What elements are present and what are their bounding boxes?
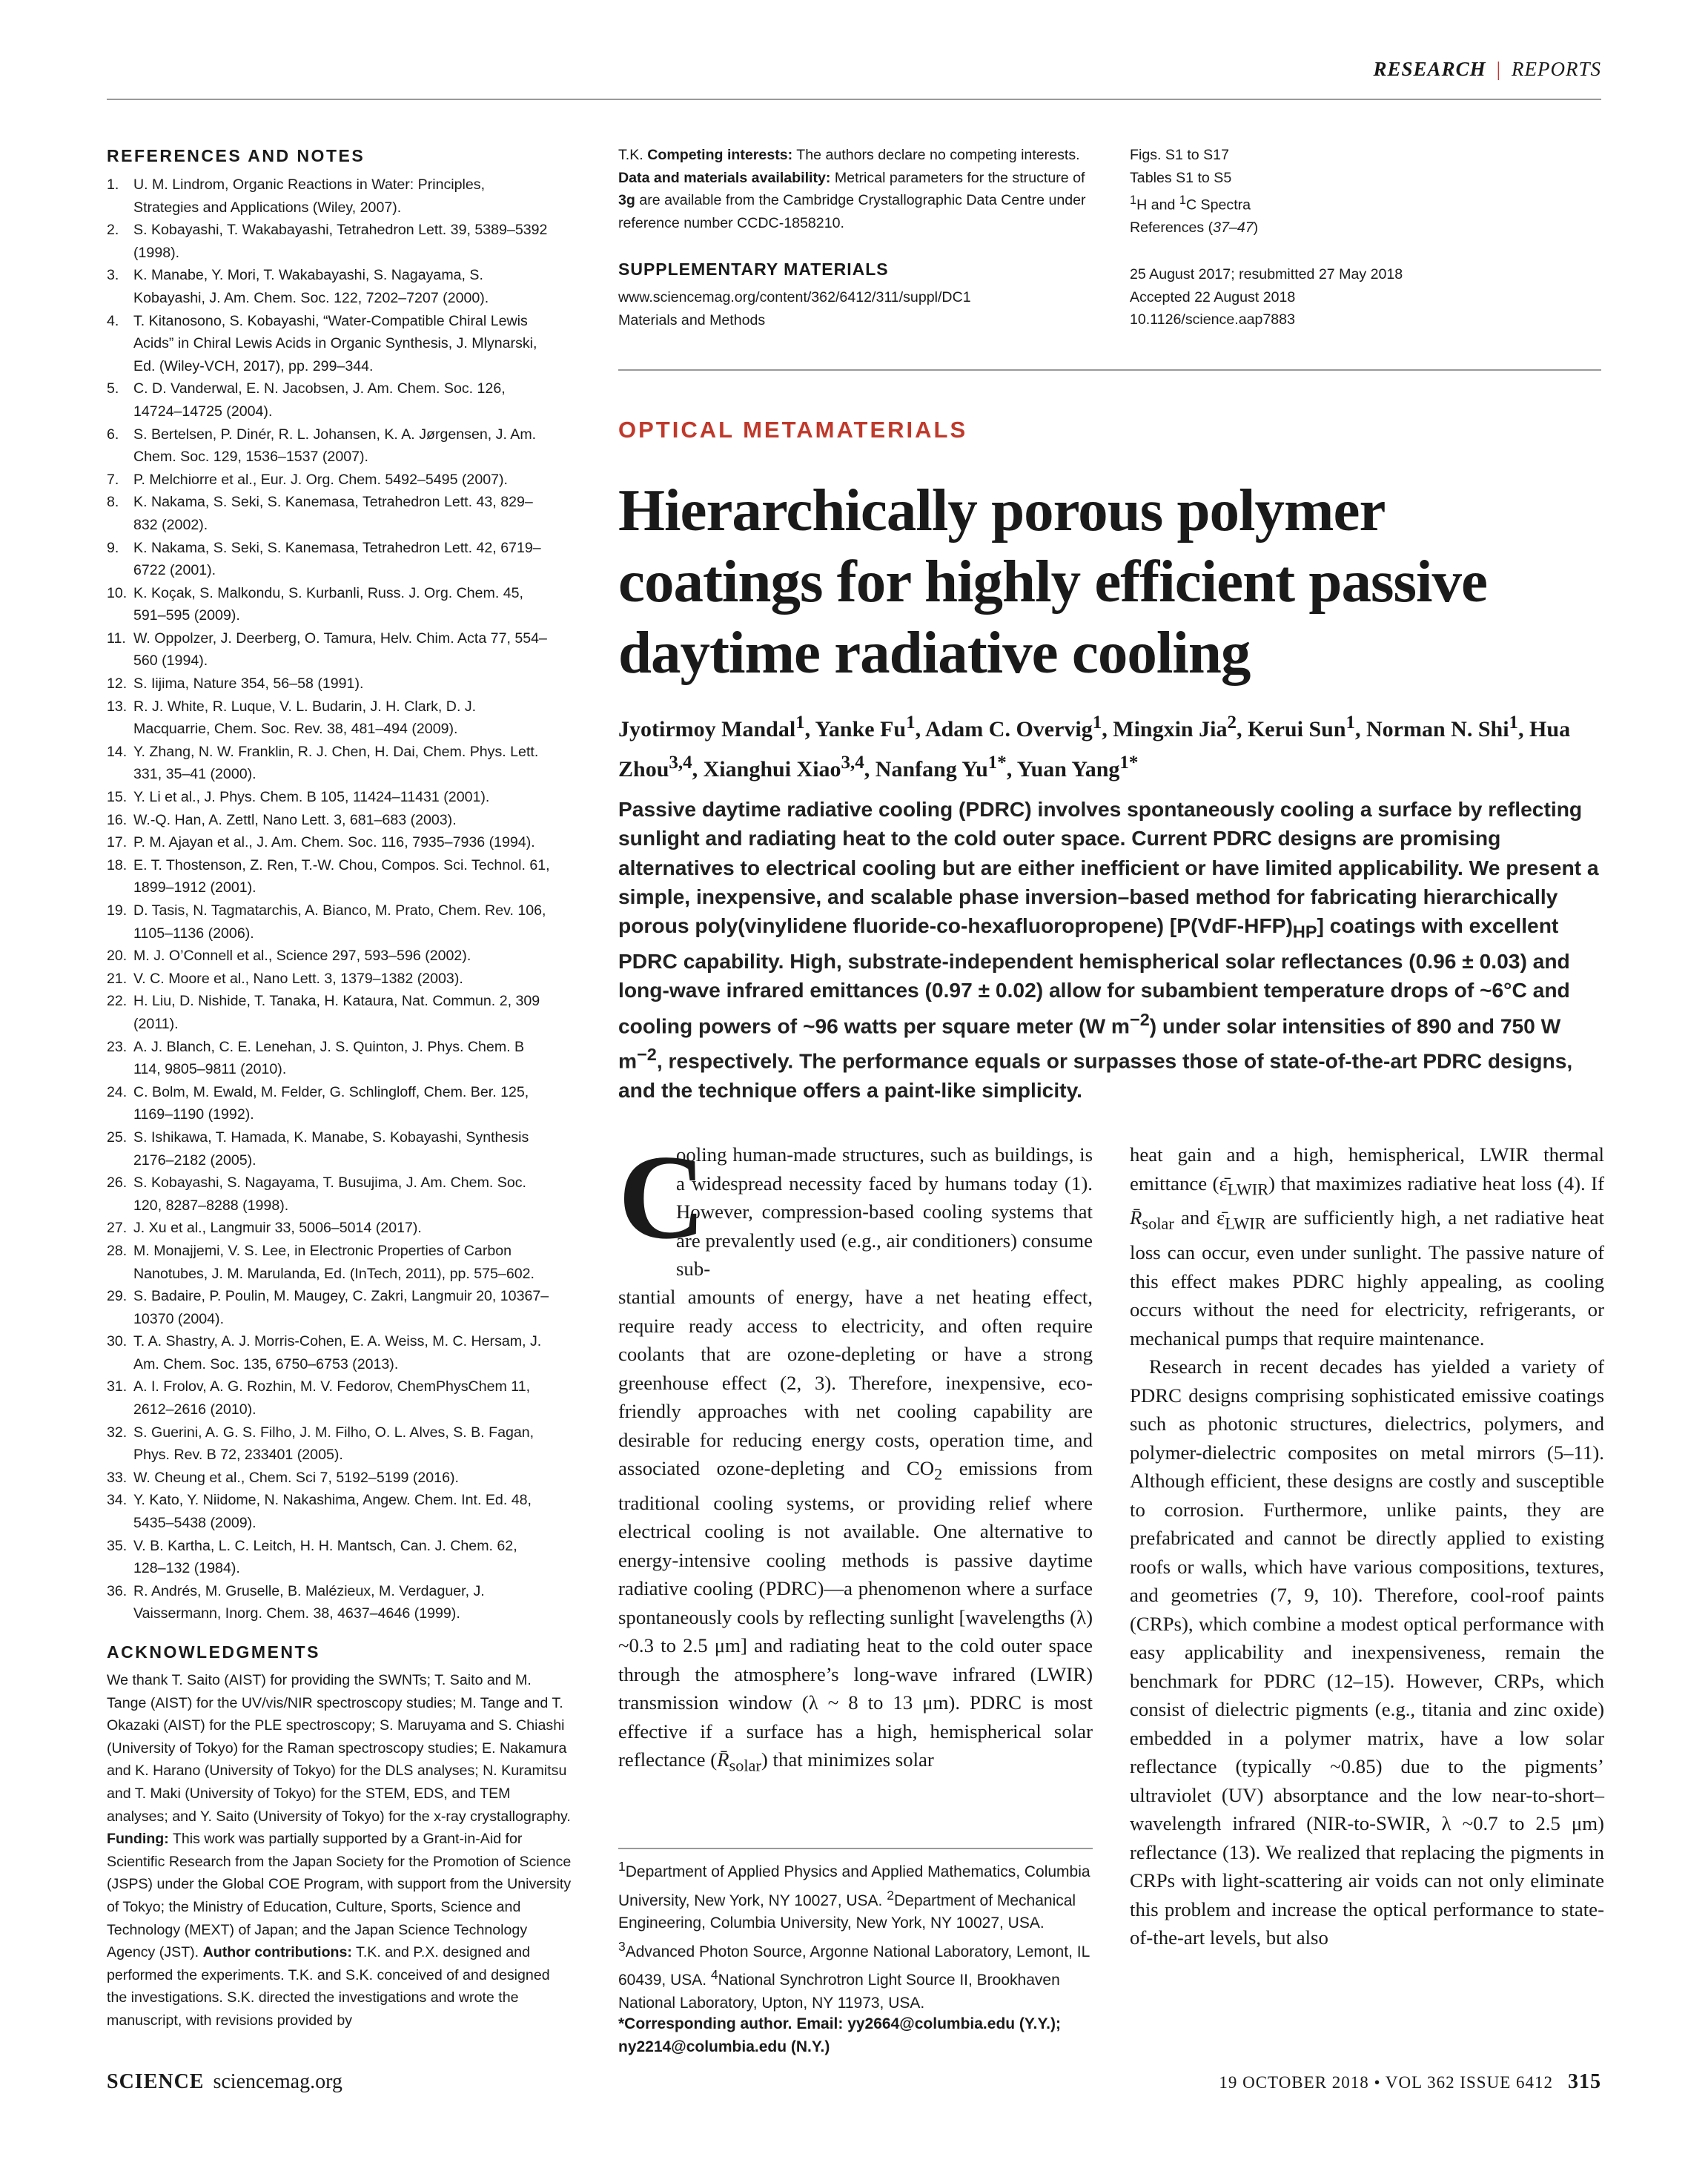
author-separator: , — [1236, 717, 1248, 741]
author-list — [618, 706, 1582, 786]
affil-sup-3: 3 — [618, 1938, 626, 1954]
reference-text: P. M. Ajayan et al., J. Am. Chem. Soc. 116, 7935–7936 (1994). — [133, 834, 535, 851]
author-separator: , — [1006, 757, 1017, 782]
reference-item — [107, 809, 552, 832]
reference-number: 15. — [107, 789, 128, 806]
author-name: Hua Zhou — [618, 717, 1571, 782]
reference-text: S. Ishikawa, T. Hamada, K. Manabe, S. Kobayashi, Synthesis 2176–2182 (2005). — [133, 1129, 529, 1169]
reference-item — [107, 423, 552, 469]
ack-continuation — [618, 144, 1093, 234]
reference-item — [107, 582, 552, 627]
reference-number: 5. — [107, 380, 119, 397]
reference-item — [107, 1375, 552, 1421]
col2-text-a: heat gain and a high, hemispherical, LWIR thermal emittance ( — [1130, 1143, 1604, 1195]
refs-open: References ( — [1130, 219, 1214, 237]
reference-number: 35. — [107, 1537, 128, 1554]
abstract-text-2: ] coatings with excellent PDRC capability. High, substrate-independent hemispherical solar reflectances (0.96 ± 0.03) and long-wave infrared emittances (0.97 ± 0.02) allow for subambient temperature drops of ~6°C and cooling powers of ~96 watts per square meter (W m — [618, 913, 1570, 1038]
reference-text: W.-Q. Han, A. Zettl, Nano Lett. 3, 681–683 (2003). — [133, 811, 457, 828]
article-title: Hierarchically porous polymer coatings for highly efficient passive daytime radiative cooling — [618, 477, 1487, 686]
rsolar-symbol-2: R̄ — [1130, 1206, 1142, 1229]
eps-symbol-2: ε̄ — [1216, 1206, 1225, 1229]
reference-number: 33. — [107, 1469, 128, 1486]
reference-item — [107, 1421, 552, 1467]
reference-item — [107, 673, 552, 696]
reference-number: 14. — [107, 743, 128, 760]
reference-number: 3. — [107, 267, 119, 284]
reference-item — [107, 741, 552, 786]
reference-text: U. M. Lindrom, Organic Reactions in Water: Principles, Strategies and Applications (Wiley, 2007). — [133, 176, 486, 216]
affil-4: National Synchrotron Light Source II, Brookhaven National Laboratory, Upton, NY 11973, USA. — [618, 1972, 1060, 2012]
supp-tables: Tables S1 to S5 — [1130, 169, 1232, 186]
body-col1-part-c: ) that minimizes solar — [761, 1748, 934, 1771]
author-name: Jyotirmoy Mandal — [618, 717, 796, 741]
affil-1: Department of Applied Physics and Applied Mathematics, Columbia University, New York, NY 10027, USA. — [618, 1863, 1090, 1909]
h-superscript: 1 — [1130, 194, 1137, 208]
reference-item — [107, 831, 552, 854]
reference-text: S. Guerini, A. G. S. Filho, J. M. Filho, O. L. Alves, S. B. Fagan, Phys. Rev. B 72, 233401 (2005). — [133, 1424, 534, 1464]
header-separator: | — [1496, 58, 1501, 80]
reference-text: A. J. Blanch, C. E. Lenehan, J. S. Quinton, J. Phys. Chem. B 114, 9805–9811 (2010). — [133, 1038, 525, 1078]
reference-item — [107, 968, 552, 991]
reference-number: 21. — [107, 970, 128, 987]
article-dates — [1130, 263, 1545, 331]
reference-number: 13. — [107, 698, 128, 715]
reference-item — [107, 1240, 552, 1285]
competing-label: Competing interests: — [647, 147, 793, 163]
abstract-exponent-2: −2 — [637, 1045, 657, 1065]
data-availability-text: Metrical parameters for the structure of — [834, 169, 1085, 186]
author-name: Adam C. Overvig — [924, 717, 1093, 741]
reference-text: W. Oppolzer, J. Deerberg, O. Tamura, Helv. Chim. Acta 77, 554–560 (1994). — [133, 630, 547, 670]
author-name: Mingxin Jia — [1113, 717, 1228, 741]
footer-issue: 19 OCTOBER 2018 • VOL 362 ISSUE 6412 — [1219, 2073, 1553, 2092]
co2-subscript: 2 — [934, 1464, 943, 1484]
reference-item — [107, 945, 552, 968]
reference-text: R. J. White, R. Luque, V. L. Budarin, J. H. Clark, D. J. Macquarrie, Chem. Soc. Rev. 38, 481–494 (2009). — [133, 698, 477, 738]
rsolar-symbol: R̄ — [717, 1748, 729, 1771]
c-text: C Spectra — [1185, 196, 1251, 214]
body-col1-part-b: emissions from traditional cooling systems, or providing relief where electrical cooling is not available. One alternative to energy-intensive cooling methods is passive daytime radiative cooling (PDRC)—a phenomenon where a surface spontaneously cools by reflecting sunlight [wavelengths (λ) ~0.3 to 2.5 μm] and radiating heat to the cold outer space through the atmosphere’s long-wave infrared (LWIR) transmission window (λ ~ 8 to 13 μm). PDRC is most effective if a surface has a high, hemispherical solar reflectance ( — [618, 1457, 1093, 1771]
body-col2 — [1130, 1140, 1604, 1952]
reference-item — [107, 1467, 552, 1490]
references-list — [107, 174, 552, 1625]
reference-number: 6. — [107, 426, 119, 443]
c-superscript: 1 — [1179, 194, 1186, 208]
reference-text: C. Bolm, M. Ewald, M. Felder, G. Schlingloff, Chem. Ber. 125, 1169–1190 (1992). — [133, 1083, 529, 1123]
reference-number: 27. — [107, 1220, 128, 1237]
reference-text: K. Koçak, S. Malkondu, S. Kurbanli, Russ. J. Org. Chem. 45, 591–595 (2009). — [133, 584, 523, 624]
reference-text: Y. Kato, Y. Niidome, N. Nakashima, Angew. Chem. Int. Ed. 48, 5435–5438 (2009). — [133, 1492, 532, 1532]
author-affiliation: 3,4 — [669, 753, 692, 773]
reference-number: 20. — [107, 948, 128, 965]
body-col2-para-1 — [1130, 1140, 1604, 1352]
eps-subscript: LWIR — [1227, 1179, 1269, 1198]
funding-label: Funding: — [107, 1831, 169, 1848]
col2-text-c: and — [1174, 1206, 1217, 1229]
reference-text: S. Kobayashi, S. Nagayama, T. Busujima, J. Am. Chem. Soc. 120, 8287–8288 (1998). — [133, 1174, 526, 1214]
reference-text: M. Monajjemi, V. S. Lee, in Electronic Properties of Carbon Nanotubes, J. M. Marulanda, Ed. (InTech, 2011), pp. 575–602. — [133, 1242, 534, 1282]
reference-text: S. Badaire, P. Poulin, M. Maugey, C. Zakri, Langmuir 20, 10367–10370 (2004). — [133, 1288, 549, 1327]
journal-subsection: REPORTS — [1512, 58, 1601, 80]
reference-item — [107, 537, 552, 582]
affiliations — [618, 1855, 1093, 2015]
reference-text: S. Kobayashi, T. Wakabayashi, Tetrahedron Lett. 39, 5389–5392 (1998). — [133, 222, 548, 261]
reference-text: Y. Li et al., J. Phys. Chem. B 105, 11424–11431 (2001). — [133, 789, 490, 806]
reference-item — [107, 1285, 552, 1330]
reference-text: D. Tasis, N. Tagmatarchis, A. Bianco, M. Prato, Chem. Rev. 106, 1105–1136 (2006). — [133, 902, 546, 942]
reference-number: 26. — [107, 1174, 128, 1192]
compound-label: 3g — [618, 192, 635, 209]
author-affiliation: 1 — [1092, 713, 1102, 733]
reference-number: 24. — [107, 1083, 128, 1100]
contrib-text: T.K. and P.X. designed and performed the experiments. T.K. and S.K. conceived of and designed the investigations. S.K. directed the investigations and wrote the manuscript, with revisions provided by — [107, 1944, 550, 2029]
reference-item — [107, 899, 552, 945]
abstract-hp-subscript: HP — [1292, 922, 1317, 942]
footer-left — [107, 2070, 342, 2094]
reference-text: V. C. Moore et al., Nano Lett. 3, 1379–1382 (2003). — [133, 970, 463, 987]
footer-site[interactable]: sciencemag.org — [213, 2070, 342, 2093]
refs-close: ) — [1253, 219, 1259, 237]
references-heading: REFERENCES AND NOTES — [107, 146, 365, 165]
author-separator: , — [1102, 717, 1113, 741]
reference-number: 8. — [107, 494, 119, 511]
reference-item — [107, 1126, 552, 1172]
reference-number: 31. — [107, 1378, 128, 1395]
ack-lead: T.K. — [618, 147, 643, 163]
author-affiliation: 1 — [1509, 713, 1519, 733]
reference-item — [107, 627, 552, 673]
author-separator: , — [692, 757, 704, 782]
col2-text-b: ) that maximizes radiative heat loss (4). If — [1268, 1172, 1604, 1195]
abstract-text-1: Passive daytime radiative cooling (PDRC) involves spontaneously cooling a surface by reflecting sunlight and radiating heat to the cold outer space. Current PDRC designs are promising alternatives to electrical cooling but are either inefficient or have limited applicability. We present a simple, inexpensive, and scalable phase inversion–based method for fabricating hierarchically porous poly(vinylidene fluoride-co-hexafluoropropene) [P(VdF-HFP) — [618, 797, 1599, 938]
reference-number: 17. — [107, 834, 128, 851]
reference-item — [107, 469, 552, 492]
body-col1-text — [618, 1283, 1093, 1780]
drop-cap: C — [618, 1131, 706, 1264]
reference-item — [107, 1535, 552, 1580]
author-affiliation: 2 — [1227, 713, 1237, 733]
reference-number: 12. — [107, 675, 128, 693]
author-affiliation: 1* — [1119, 753, 1139, 773]
section-rule — [618, 369, 1601, 371]
reference-text: M. J. O’Connell et al., Science 297, 593–596 (2002). — [133, 948, 471, 965]
reference-text: V. B. Kartha, L. C. Leitch, H. H. Mantsch, Can. J. Chem. 62, 128–132 (1984). — [133, 1537, 517, 1577]
rsolar-subscript-2: solar — [1142, 1214, 1174, 1233]
reference-text: K. Nakama, S. Seki, S. Kanemasa, Tetrahedron Lett. 43, 829–832 (2002). — [133, 494, 533, 533]
footer-journal: SCIENCE — [107, 2070, 205, 2093]
reference-number: 32. — [107, 1424, 128, 1441]
author-separator: , — [804, 717, 815, 741]
reference-number: 28. — [107, 1242, 128, 1259]
reference-number: 16. — [107, 811, 128, 828]
reference-number: 34. — [107, 1492, 128, 1509]
h-text: H and — [1136, 196, 1176, 214]
acknowledgments-text — [107, 1669, 574, 2032]
reference-item — [107, 990, 552, 1035]
reference-text: W. Cheung et al., Chem. Sci 7, 5192–5199 (2016). — [133, 1469, 459, 1486]
author-separator: , — [1518, 717, 1530, 741]
reference-number: 22. — [107, 993, 128, 1010]
reference-item — [107, 377, 552, 423]
reference-number: 1. — [107, 176, 119, 193]
reference-text: S. Bertelsen, P. Dinér, R. L. Johansen, K. A. Jørgensen, J. Am. Chem. Soc. 129, 1536–1537 (2007). — [133, 426, 537, 466]
affil-sup-2: 2 — [887, 1887, 894, 1903]
reference-number: 10. — [107, 584, 128, 601]
affil-2: Department of Mechanical Engineering, Columbia University, New York, NY 10027, USA. — [618, 1891, 1076, 1932]
reference-number: 18. — [107, 856, 128, 873]
reference-item — [107, 1217, 552, 1240]
author-separator: , — [1355, 717, 1367, 741]
reference-item — [107, 786, 552, 809]
reference-item — [107, 310, 552, 378]
reference-number: 23. — [107, 1038, 128, 1055]
supplementary-url[interactable]: www.sciencemag.org/content/362/6412/311/suppl/DC1 — [618, 289, 971, 305]
eps-subscript-2: LWIR — [1225, 1214, 1266, 1233]
reference-number: 29. — [107, 1288, 128, 1305]
author-name: Yuan Yang — [1016, 757, 1120, 782]
reference-text: H. Liu, D. Nishide, T. Tanaka, H. Kataura, Nat. Commun. 2, 309 (2011). — [133, 993, 540, 1032]
refs-range: 37–47 — [1213, 219, 1254, 237]
reference-text: K. Manabe, Y. Mori, T. Wakabayashi, S. Nagayama, S. Kobayashi, J. Am. Chem. Soc. 122, 7202–7207 (2000). — [133, 267, 489, 306]
affil-sup-1: 1 — [618, 1859, 626, 1874]
data-availability-label: Data and materials availability: — [618, 169, 831, 186]
reference-item — [107, 1489, 552, 1534]
journal-section: RESEARCH — [1373, 58, 1486, 80]
supplementary-heading: SUPPLEMENTARY MATERIALS — [618, 260, 889, 279]
abstract — [618, 795, 1604, 1105]
reference-number: 19. — [107, 902, 128, 919]
author-separator: , — [864, 757, 875, 782]
received-date: 25 August 2017; resubmitted 27 May 2018 — [1130, 266, 1403, 283]
funding-text: This work was partially supported by a Grant-in-Aid for Scientific Research from the Japan Society for the Promotion of Science (JSPS) under the Global COE Program, with support from the University of Tokyo; the Ministry of Education, Culture, Sports, Science and Technology (MEXT) of Japan; and the Japan Science Technology Agency (JST). — [107, 1831, 572, 1961]
running-header — [1374, 58, 1601, 81]
abstract-exponent-1: −2 — [1129, 1009, 1150, 1029]
author-name: Norman N. Shi — [1366, 717, 1509, 741]
author-separator: , — [915, 717, 925, 741]
reference-item — [107, 491, 552, 536]
competing-text: The authors declare no competing interests. — [796, 147, 1080, 163]
supp-figs: Figs. S1 to S17 — [1130, 147, 1229, 163]
col2-text-d: are sufficiently high, a net radiative heat loss can occur, even under sunlight. The passive nature of this effect makes PDRC highly appealing, as cooling occurs without the need for electricity, refrigerants, or mechanical pumps that require maintenance. — [1130, 1206, 1605, 1349]
contrib-label: Author contributions: — [202, 1944, 352, 1961]
author-name: Kerui Sun — [1247, 717, 1346, 741]
reference-item — [107, 1036, 552, 1081]
reference-number: 4. — [107, 312, 119, 329]
acknowledgments-thanks: We thank T. Saito (AIST) for providing the SWNTs; T. Saito and M. Tange (AIST) for the UV/vis/NIR spectroscopy studies; M. Tange and T. Okazaki (AIST) for the PLE spectroscopy; S. Maruyama and S. Chiashi (University of Tokyo) for the Raman spectroscopy studies; E. Nakamura and K. Harano (University of Tokyo) for the DLS analyses; N. Kuramitsu and T. Maki (University of Tokyo) for the STEM, EDS, and TEM analyses; and Y. Saito (University of Tokyo) for the x-ray crystallography. — [107, 1672, 571, 1825]
author-name: Nanfang Yu — [875, 757, 988, 782]
corresponding-author: *Corresponding author. Email: yy2664@columbia.edu (Y.Y.); ny2214@columbia.edu (N.Y.) — [618, 2015, 1061, 2055]
supp-spectra — [1130, 189, 1545, 217]
author-affiliation: 1 — [906, 713, 916, 733]
article-kicker: OPTICAL METAMATERIALS — [618, 417, 968, 443]
body-col2-para-2: Research in recent decades has yielded a variety of PDRC designs comprising sophisticated emissive coatings such as photonic structures, dielectrics, polymers, and polymer-dielectric composites on metal mirrors (5–11). Although efficient, these designs are costly and susceptible to corrosion. Furthermore, unlike paints, they are prefabricated and cannot be directly applied to existing roofs or walls, which have various compositions, textures, and geometries (7, 9, 10). Therefore, cool-roof paints (CRPs), which combine a modest optical performance with easy applicability and inexpensiveness, remain the benchmark for PDRC (12–15). However, CRPs, which consist of dielectric pigments (e.g., titania and zinc oxide) embedded in a polymer matrix, have a low solar reflectance (typically ~0.85) due to the pigments’ ultraviolet (UV) absorptance and the low near-to-short–wavelength infrared (NIR-to-SWIR, λ ~0.7 to 2.5 μm) reflectance (13). We realized that replacing the pigments in CRPs with light-scattering air voids can not only eliminate this problem and increase the optical performance to state-of-the-art levels, but also — [1130, 1355, 1604, 1949]
reference-text: T. A. Shastry, A. J. Morris-Cohen, E. A. Weiss, M. C. Hersam, J. Am. Chem. Soc. 135, 6750–6753 (2013). — [133, 1333, 542, 1372]
reference-text: S. Iijima, Nature 354, 56–58 (1991). — [133, 675, 364, 693]
affil-3: Advanced Photon Source, Argonne National Laboratory, Lemont, IL 60439, USA. — [618, 1943, 1090, 1989]
reference-item — [107, 174, 552, 219]
reference-number: 25. — [107, 1129, 128, 1146]
reference-item — [107, 854, 552, 899]
reference-item — [107, 264, 552, 309]
reference-text: A. I. Frolov, A. G. Rozhin, M. V. Fedorov, ChemPhysChem 11, 2612–2616 (2010). — [133, 1378, 531, 1418]
abstract-text-4: , respectively. The performance equals or surpasses those of state-of-the-art PDRC designs, and the technique offers a paint-like simplicity. — [618, 1048, 1573, 1103]
author-name: Yanke Fu — [815, 717, 907, 741]
reference-number: 9. — [107, 539, 119, 556]
affiliation-rule — [618, 1848, 1093, 1849]
reference-item — [107, 1172, 552, 1217]
author-name: Xianghui Xiao — [703, 757, 841, 782]
doi[interactable]: 10.1126/science.aap7883 — [1130, 311, 1295, 328]
reference-item — [107, 696, 552, 741]
reference-number: 11. — [107, 630, 126, 647]
reference-number: 7. — [107, 471, 119, 488]
reference-number: 2. — [107, 222, 119, 239]
author-affiliation: 1* — [987, 753, 1007, 773]
author-affiliation: 3,4 — [841, 753, 864, 773]
eps-symbol: ε̄ — [1219, 1172, 1228, 1195]
body-col1-intro: ooling human-made structures, such as buildings, is a widespread necessity faced by humans today (1). However, compression-based cooling systems that are prevalently used (e.g., air conditioners) consume sub- — [676, 1143, 1093, 1280]
reference-text: P. Melchiorre et al., Eur. J. Org. Chem. 5492–5495 (2007). — [133, 471, 508, 488]
reference-item — [107, 219, 552, 264]
supplementary-item: Materials and Methods — [618, 311, 766, 328]
supplementary-body — [618, 286, 1078, 331]
header-rule — [107, 99, 1601, 100]
page-number: 315 — [1568, 2070, 1601, 2093]
accepted-date: Accepted 22 August 2018 — [1130, 288, 1296, 305]
body-col1-part-a: stantial amounts of energy, have a net heating effect, require ready access to electricity, and often require coolants that are ozone-depleting or have a strong greenhouse effect (2, 3). Therefore, inexpensive, eco-friendly approaches with net cooling capability are desirable for reducing energy costs, operation time, and associated ozone-depleting and CO — [618, 1286, 1093, 1479]
author-affiliation: 1 — [795, 713, 805, 733]
reference-item — [107, 1081, 552, 1126]
acknowledgments-heading: ACKNOWLEDGMENTS — [107, 1642, 320, 1662]
reference-text: E. T. Thostenson, Z. Ren, T.-W. Chou, Compos. Sci. Technol. 61, 1899–1912 (2001). — [133, 856, 550, 896]
reference-text: C. D. Vanderwal, E. N. Jacobsen, J. Am. Chem. Soc. 126, 14724–14725 (2004). — [133, 380, 506, 420]
supp-references — [1130, 217, 1545, 239]
reference-text: K. Nakama, S. Seki, S. Kanemasa, Tetrahedron Lett. 42, 6719–6722 (2001). — [133, 539, 541, 579]
reference-item — [107, 1330, 552, 1375]
affil-sup-4: 4 — [710, 1967, 718, 1982]
reference-item — [107, 1580, 552, 1625]
rsolar-subscript: solar — [729, 1756, 761, 1775]
footer-right — [1219, 2070, 1601, 2094]
reference-text: T. Kitanosono, S. Kobayashi, “Water-Compatible Chiral Lewis Acids” in Chiral Lewis Acids in Organic Synthesis, J. Mlynarski, Ed. (Wiley-VCH, 2017), pp. 299–344. — [133, 312, 537, 374]
reference-number: 36. — [107, 1582, 128, 1599]
data-availability-text-2: are available from the Cambridge Crystallographic Data Centre under reference number CCDC-1858210. — [618, 192, 1086, 231]
reference-text: Y. Zhang, N. W. Franklin, R. J. Chen, H. Dai, Chem. Phys. Lett. 331, 35–41 (2000). — [133, 743, 539, 783]
author-affiliation: 1 — [1345, 713, 1356, 733]
reference-text: R. Andrés, M. Gruselle, B. Malézieux, M. Verdaguer, J. Vaissermann, Inorg. Chem. 38, 4637–4646 (1999). — [133, 1582, 485, 1622]
abstract-text-3: ) under solar intensities of 890 and 750 W m — [618, 1014, 1561, 1073]
reference-text: J. Xu et al., Langmuir 33, 5006–5014 (2017). — [133, 1220, 422, 1237]
supplementary-list — [1130, 144, 1545, 239]
reference-number: 30. — [107, 1333, 128, 1350]
